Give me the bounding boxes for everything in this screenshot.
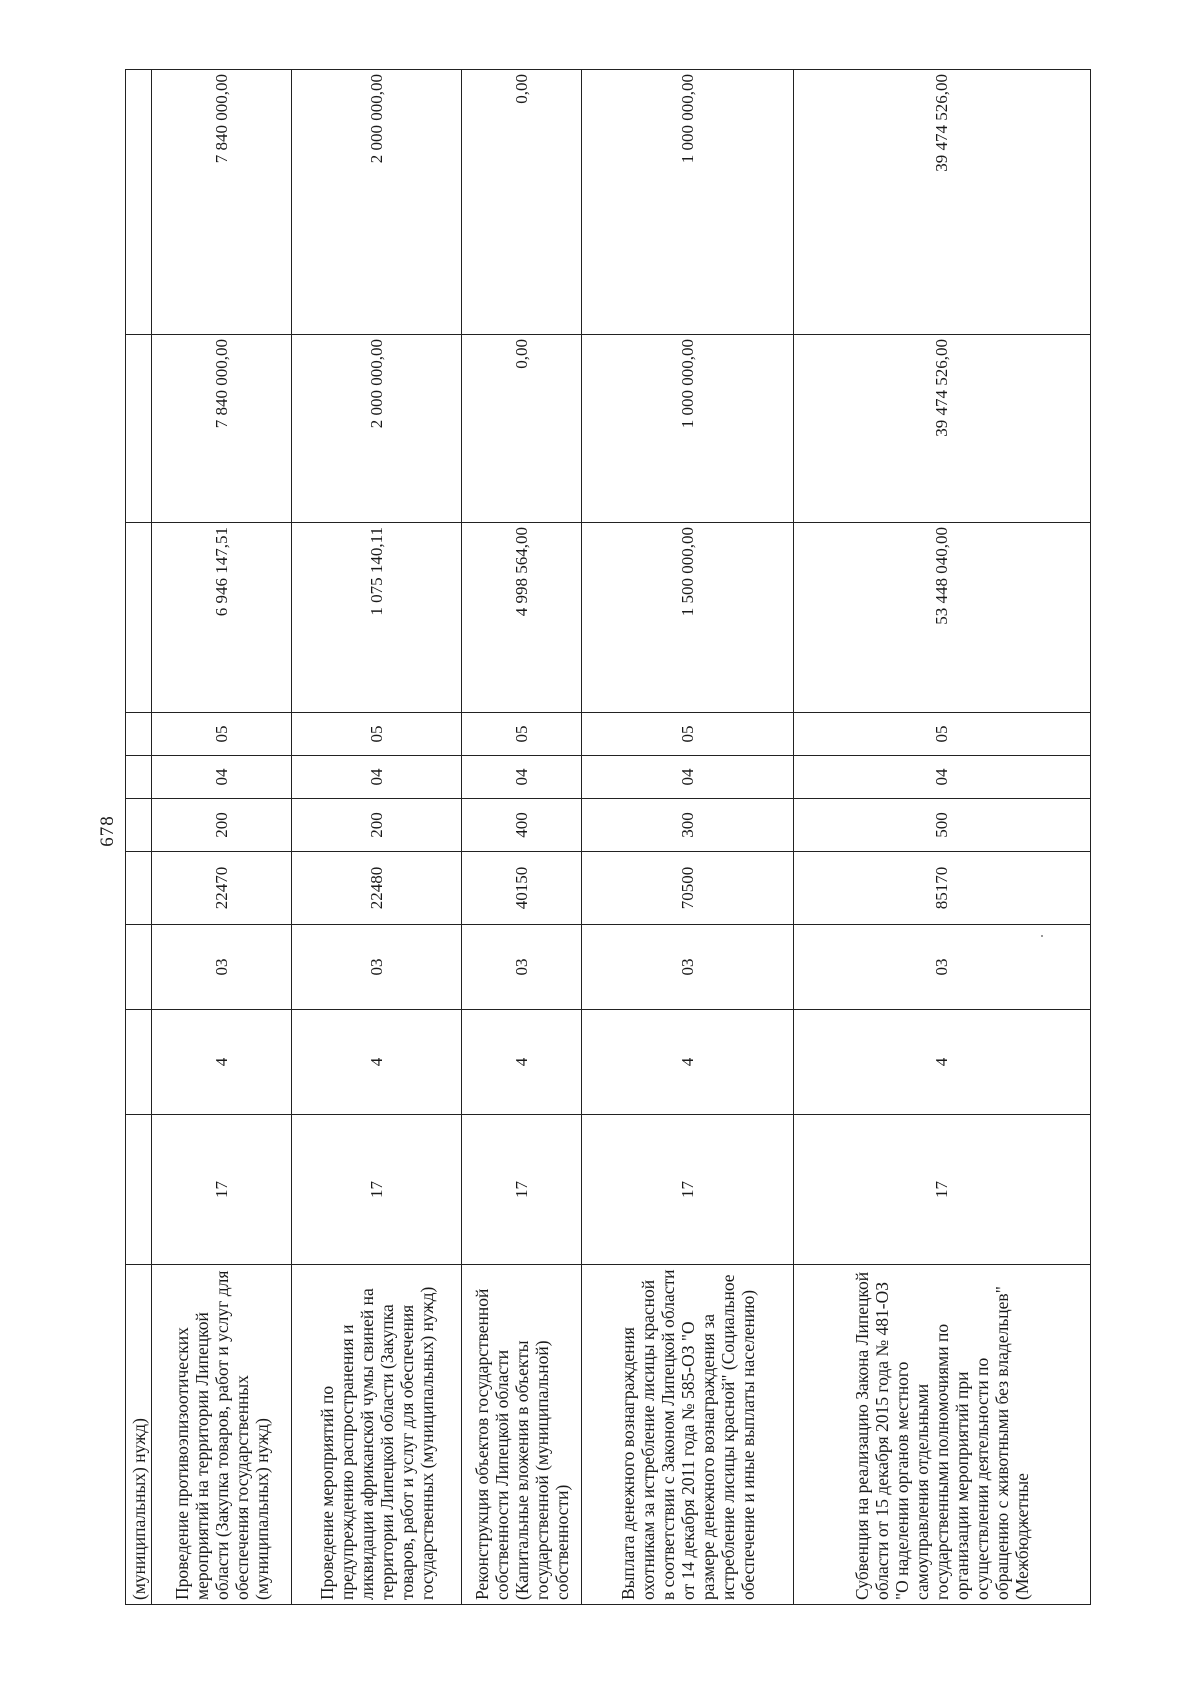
row-description: (муниципальных) нужд) [126,1265,152,1605]
row-cell: 03 [582,925,794,1010]
row-cell [126,1115,152,1265]
row-cell: 17 [292,1115,462,1265]
row-cell: 22470 [152,852,292,925]
row-cell: 05 [152,713,292,756]
row-cell: 500 [794,799,1091,852]
table-row [794,70,1091,1605]
row-cell [126,713,152,756]
row-cell: 04 [794,756,1091,799]
row-cell: 4 [152,1010,292,1115]
row-cell: 4 [582,1010,794,1115]
row-cell: 39 474 526,00 [794,335,1091,523]
row-description: Проведение противоэпизоотических мероприятий на территории Липецкой области (Закупка товаров, работ и услуг для обеспечения государственных (муниципальных) нужд) [152,1265,292,1605]
row-cell [126,925,152,1010]
row-cell: 17 [152,1115,292,1265]
row-cell: 300 [582,799,794,852]
budget-table-wrapper [125,70,1090,1605]
row-cell: 6 946 147,51 [152,523,292,713]
row-cell: 04 [582,756,794,799]
row-cell: 400 [462,799,582,852]
row-cell: 39 474 526,00 [794,70,1091,335]
table-row [292,70,462,1605]
row-cell: 200 [292,799,462,852]
row-cell [126,335,152,523]
row-cell: 17 [462,1115,582,1265]
row-cell: 85170 [794,852,1091,925]
budget-table [125,69,1091,1605]
table-row [462,70,582,1605]
row-cell: 0,00 [462,70,582,335]
row-cell [126,852,152,925]
row-cell [126,1010,152,1115]
row-cell: 17 [582,1115,794,1265]
row-cell: 05 [582,713,794,756]
row-cell [126,523,152,713]
row-cell: 03 [462,925,582,1010]
row-cell: 4 [462,1010,582,1115]
row-description: Проведение мероприятий по предупреждению распространения и ликвидации африканской чумы свиней на территории Липецкой области (Закупка товаров, работ и услуг для обеспечения государственных (муниципальных) нужд) [292,1265,462,1605]
row-cell [126,70,152,335]
row-cell: 05 [794,713,1091,756]
row-cell [126,799,152,852]
table-row [582,70,794,1605]
row-description: Выплата денежного вознаграждения охотникам за истребление лисицы красной в соответствии с Законом Липецкой области от 14 декабря 2011 года № 585-ОЗ "О размере денежного вознаграждения за истребление лисицы красной" (Социальное обеспечение и иные выплаты населению) [582,1265,794,1605]
row-cell: 70500 [582,852,794,925]
row-cell: 17 [794,1115,1091,1265]
row-cell: 1 000 000,00 [582,70,794,335]
row-cell: 05 [462,713,582,756]
row-cell: 2 000 000,00 [292,70,462,335]
row-cell: 04 [152,756,292,799]
row-cell: 7 840 000,00 [152,335,292,523]
row-cell: 1 500 000,00 [582,523,794,713]
row-cell: 200 [152,799,292,852]
row-cell: 0,00 [462,335,582,523]
row-cell: 7 840 000,00 [152,70,292,335]
page-number: 678 [97,815,118,847]
row-cell: 04 [292,756,462,799]
row-cell: 03 [794,925,1091,1010]
row-description: Реконструкция объектов государственной собственности Липецкой области (Капитальные вложения в объекты государственной (муниципальной) собственности) [462,1265,582,1605]
row-cell: 03 [292,925,462,1010]
row-cell: 03 [152,925,292,1010]
row-cell: 1 075 140,11 [292,523,462,713]
row-cell: 04 [462,756,582,799]
row-cell: 4 998 564,00 [462,523,582,713]
table-row [152,70,292,1605]
row-description: Субвенция на реализацию Закона Липецкой области от 15 декабря 2015 года № 481-ОЗ "О наделении органов местного самоуправления отдельными государственными полномочиями по организации мероприятий при осуществлении деятельности по обращению с животными без владельцев" (Межбюджетные [794,1265,1091,1605]
row-cell: 2 000 000,00 [292,335,462,523]
row-cell: 4 [292,1010,462,1115]
row-cell: 40150 [462,852,582,925]
row-cell: 22480 [292,852,462,925]
row-cell: 05 [292,713,462,756]
row-cell: 1 000 000,00 [582,335,794,523]
row-cell [126,756,152,799]
table-row [126,70,152,1605]
row-cell: 4 [794,1010,1091,1115]
row-cell: 53 448 040,00 [794,523,1091,713]
